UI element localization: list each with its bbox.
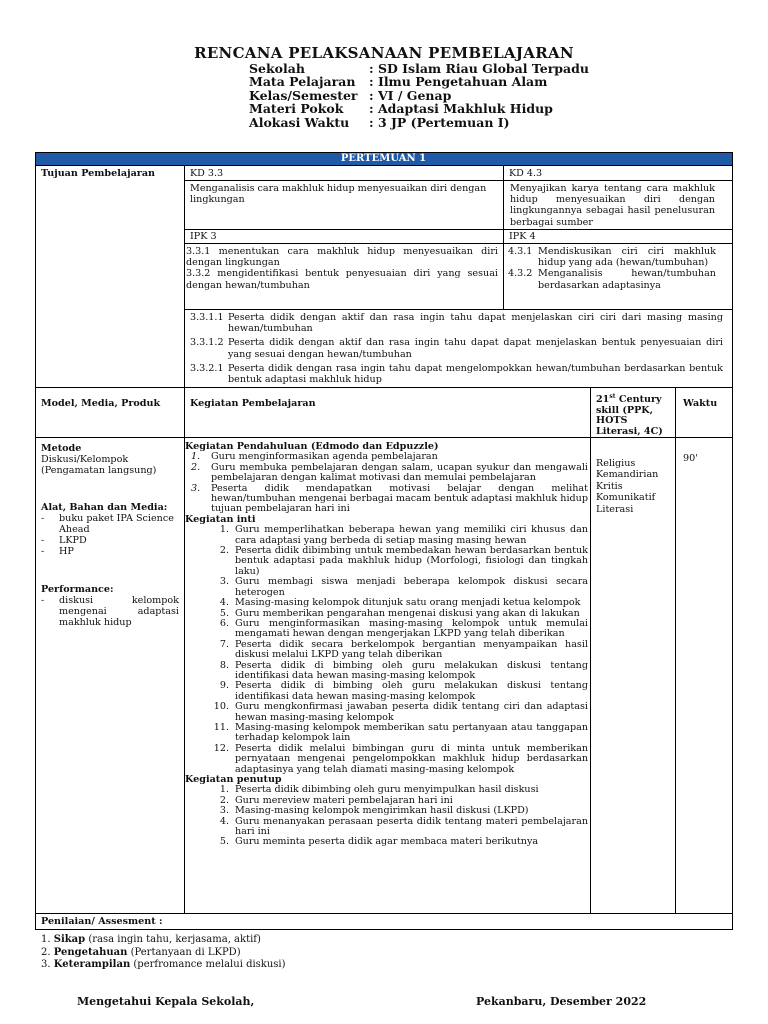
activity-text: Peserta didik dibimbing untuk membedakan hewan berdasarkan bentuk bentuk adaptasi pada makhluk hidup (Morfologi, fisiologi dan tingkah laku) xyxy=(235,545,588,577)
penutup-item: 2. Guru mereview materi pembelajaran hari ini xyxy=(185,796,588,806)
document-title: RENCANA PELAKSANAAN PEMBELAJARAN xyxy=(194,44,574,62)
pendahuluan-item: 3. Peserta didik mendapatkan motivasi belajar dengan melihat hewan/tumbuhan mengenai berbagai macam bentuk adaptasi makhluk hidup tujuan pembelajaran hari ini xyxy=(191,482,588,515)
inti-item: 8. Peserta didik di bimbing oleh guru melakukan diskusi tentang identifikasi data hewan masing-masing kelompok xyxy=(219,659,588,681)
inti-item: 9. Peserta didik di bimbing oleh guru melakukan diskusi tentang identifikasi data hewan masing-masing kelompok xyxy=(219,680,588,702)
kd-right-code: KD 4.3 xyxy=(509,168,543,179)
identity-row xyxy=(249,116,589,129)
objective-item xyxy=(190,363,723,385)
objective-number: 3.3.1.2 xyxy=(190,337,224,349)
metode-line: (Pengamatan langsung) xyxy=(41,465,157,477)
row-divider xyxy=(35,913,733,914)
activity-text: Masing-masing kelompok ditunjuk satu orang menjadi ketua kelompok xyxy=(235,597,581,609)
activity-text: Guru menginformasikan masing-masing kelompok untuk memulai mengamati hewan dengan mengerjakan LKPD yang telah diberikan xyxy=(235,617,588,640)
pendahuluan-item: 1. Guru menginformasikan agenda pembelajaran xyxy=(185,452,588,462)
assessment-number: 1. xyxy=(41,934,51,945)
objective-number: 3.3.2.1 xyxy=(190,362,224,374)
activities-column xyxy=(185,442,588,848)
col-divider xyxy=(675,387,676,913)
inti-item: 7. Peserta didik secara berkelompok bergantian menyampaikan hasil diskusi melalui LKPD yang telah diberikan xyxy=(219,638,588,661)
footer-right: Pekanbaru, Desember 2022 xyxy=(476,995,647,1008)
objective-number: 3.3.1.1 xyxy=(190,312,224,323)
objective-text: Peserta didik dengan rasa ingin tahu dapat mengelompokkan hewan/tumbuhan berdasarkan bentuk bentuk adaptasi makhluk hidup xyxy=(228,362,723,386)
identity-row xyxy=(249,75,589,88)
alat-label: Alat, Bahan dan Media: xyxy=(41,501,168,513)
ipk-item xyxy=(508,246,716,268)
assessment-list xyxy=(41,934,286,972)
assessment-item xyxy=(41,959,286,972)
row-divider xyxy=(184,243,733,244)
row-divider xyxy=(184,180,733,181)
assessment-label: Keterampilan xyxy=(53,959,131,970)
objectives-list xyxy=(190,312,723,385)
alat-item-text: buku paket IPA Science Ahead xyxy=(59,512,174,536)
pendahuluan-item: 2. Guru membuka pembelajaran dengan salam, ucapan syukur dan mengawali pembelajaran dengan kalimat motivasi dan memulai pembelajaran xyxy=(191,461,588,484)
row-divider xyxy=(35,387,733,388)
ipk-left-code: IPK 3 xyxy=(190,231,217,242)
penutup-item: 5. Guru meminta peserta didik agar membaca materi berikutnya xyxy=(185,837,588,847)
activity-text: Guru membagi siswa menjadi beberapa kelompok diskusi secara heterogen xyxy=(235,576,588,598)
alat-item-text: HP xyxy=(59,546,74,558)
table-border-right xyxy=(732,152,733,930)
activity-text: Peserta didik dibimbing oleh guru menyimpulkan hasil diskusi xyxy=(235,784,539,796)
identity-label: Mata Pelajaran xyxy=(249,74,356,90)
assessment-label: Pengetahuan xyxy=(53,946,128,958)
col-divider xyxy=(503,165,504,310)
assessment-item xyxy=(41,947,286,960)
performance-item: - diskusi kelompok mengenai adaptasi makhluk hidup xyxy=(41,594,179,629)
ipk-item-text: Mendiskusikan ciri ciri makhluk hidup yang ada (hewan/tumbuhan) xyxy=(538,246,716,269)
assessment-detail: (perfromance melalui diskusi) xyxy=(133,959,286,970)
identity-block xyxy=(249,62,589,129)
tujuan-label: Tujuan Pembelajaran xyxy=(41,168,156,179)
activity-text: Peserta didik secara berkelompok bergantian menyampaikan hasil diskusi melalui LKPD yang telah diberikan xyxy=(235,638,588,661)
identity-value: : Adaptasi Makhluk Hidup xyxy=(369,101,553,117)
activity-text: Guru menginformasikan agenda pembelajaran xyxy=(211,451,438,463)
assessment-detail: (Pertanyaan di LKPD) xyxy=(130,946,241,958)
inti-item: 11. Masing-masing kelompok memberikan satu pertanyaan atau tanggapan terhadap kelompok lain xyxy=(213,721,588,744)
kd-left-text: Menganalisis cara makhluk hidup menyesuaikan diri dengan lingkungan xyxy=(190,183,487,206)
inti-item: 5. Guru memberikan pengarahan mengenai diskusi yang akan di lakukan xyxy=(185,609,588,619)
alat-item: - HP xyxy=(41,546,179,557)
assessment-label: Sikap xyxy=(53,934,86,945)
penutup-item: 1. Peserta didik dibimbing oleh guru menyimpulkan hasil diskusi xyxy=(185,785,588,795)
left-column xyxy=(41,443,179,628)
identity-value: : Ilmu Pengetahuan Alam xyxy=(369,74,548,90)
performance-item-text: diskusi kelompok mengenai adaptasi makhluk hidup xyxy=(59,594,179,629)
alat-item: - buku paket IPA Science Ahead xyxy=(41,513,179,535)
skill-item: Kritis xyxy=(596,480,623,492)
skill-header-line2: skill (PPK, xyxy=(596,404,653,416)
identity-label: Materi Pokok xyxy=(249,101,344,117)
penutup-item: 4. Guru menanyakan perasaan peserta didik tentang materi pembelajaran hari ini xyxy=(219,815,588,838)
skill-header-line3: HOTS xyxy=(596,415,628,427)
metode-label: Metode xyxy=(41,443,82,454)
activity-text: Peserta didik mendapatkan motivasi belajar dengan melihat hewan/tumbuhan mengenai berbagai macam bentuk adaptasi makhluk hidup tujuan pembelajaran hari ini xyxy=(211,482,588,515)
ipk-item-number: 4.3.1 xyxy=(508,246,533,257)
inti-title: Kegiatan inti xyxy=(185,513,256,525)
activity-text: Guru meminta peserta didik agar membaca materi berikutnya xyxy=(235,836,539,848)
inti-item: 6. Guru menginformasikan masing-masing kelompok untuk memulai mengamati hewan dengan mengerjakan LKPD yang telah diberikan xyxy=(219,617,588,640)
identity-value: : VI / Genap xyxy=(369,87,452,103)
header-waktu: Waktu xyxy=(683,398,718,409)
alat-item-text: LKPD xyxy=(59,535,87,547)
ipk-right-list xyxy=(508,246,716,291)
skills-column xyxy=(596,458,672,515)
identity-row xyxy=(249,62,589,75)
objective-text: Peserta didik dengan aktif dan rasa ingin tahu dapat menjelaskan ciri ciri dari masing masing hewan/tumbuhan xyxy=(228,312,723,335)
identity-label: Sekolah xyxy=(249,61,305,76)
ipk-item xyxy=(508,268,716,290)
activity-text: Peserta didik di bimbing oleh guru melakukan diskusi tentang identifikasi data hewan masing-masing kelompok xyxy=(235,659,588,681)
identity-label: Alokasi Waktu xyxy=(249,114,350,130)
penutup-title: Kegiatan penutup xyxy=(185,774,282,785)
objective-item xyxy=(190,312,723,334)
activity-text: Guru membuka pembelajaran dengan salam, ucapan syukur dan mengawali pembelajaran dengan kalimat motivasi dan memulai pembelajaran xyxy=(211,461,588,484)
activity-text: Guru memperlihatkan beberapa hewan yang memiliki ciri khusus dan cara adaptasi yang berbeda di setiap masing masing hewan xyxy=(235,524,588,546)
activity-text: Peserta didik di bimbing oleh guru melakukan diskusi tentang identifikasi data hewan masing-masing kelompok xyxy=(235,680,588,702)
row-divider xyxy=(35,165,733,166)
skill-header-line4: Literasi, 4C) xyxy=(596,425,663,437)
activity-text: Guru mengkonfirmasi jawaban peserta didik tentang ciri dan adaptasi hewan masing-masing kelompok xyxy=(235,701,588,723)
table-border-top xyxy=(35,152,733,153)
inti-item: 12. Peserta didik melalui bimbingan guru di minta untuk memberikan pernyataan mengenai pengelompokkan makhluk hidup berdasarkan adaptasinya yang telah diamati masing-masing kelompok xyxy=(213,742,588,775)
identity-value: : SD Islam Riau Global Terpadu xyxy=(369,61,589,76)
inti-item: 10. Guru mengkonfirmasi jawaban peserta didik tentang ciri dan adaptasi hewan masing-masing kelompok xyxy=(213,701,588,723)
inti-item: 4. Masing-masing kelompok ditunjuk satu orang menjadi ketua kelompok xyxy=(185,598,588,608)
ipk-right-code: IPK 4 xyxy=(509,231,536,242)
inti-item: 3. Guru membagi siswa menjadi beberapa kelompok diskusi secara heterogen xyxy=(219,576,588,598)
waktu-value: 90' xyxy=(683,453,698,464)
inti-item: 2. Peserta didik dibimbing untuk membedakan hewan berdasarkan bentuk bentuk adaptasi pada makhluk hidup (Morfologi, fisiologi dan tingkah laku) xyxy=(219,545,588,577)
ipk-item-number: 4.3.2 xyxy=(508,268,533,280)
skill-item: Komunikatif xyxy=(596,492,656,504)
ipk-item: 3.3.1 menentukan cara makhluk hidup menyesuaikan diri dengan lingkungan xyxy=(186,246,498,269)
header-21st-century-skill xyxy=(596,392,674,437)
table-border-bottom xyxy=(35,929,733,930)
skill-header-sup: st xyxy=(609,393,616,400)
activity-text: Guru mereview materi pembelajaran hari ini xyxy=(235,794,453,806)
activity-text: Masing-masing kelompok memberikan satu pertanyaan atau tanggapan terhadap kelompok lain xyxy=(235,721,588,744)
assessment-item xyxy=(41,934,286,947)
identity-row xyxy=(249,89,589,102)
ipk-left-list xyxy=(186,246,498,291)
assessment-title: Penilaian/ Assesment : xyxy=(41,916,163,927)
row-divider xyxy=(184,309,733,310)
skill-item: Religius xyxy=(596,458,636,469)
identity-label: Kelas/Semester xyxy=(249,87,358,103)
identity-row xyxy=(249,102,589,115)
pendahuluan-title: Kegiatan Pendahuluan (Edmodo dan Edpuzzle) xyxy=(185,441,439,452)
kd-right-text: Menyajikan karya tentang cara makhluk hidup menyesuaikan diri dengan lingkungannya sebagai hasil penelusuran berbagai sumber xyxy=(510,183,715,228)
skill-item: Literasi xyxy=(596,503,634,515)
table-border-left xyxy=(35,152,36,930)
metode-line: Diskusi/Kelompok xyxy=(41,454,129,466)
assessment-number: 3. xyxy=(41,959,51,970)
assessment-detail: (rasa ingin tahu, kerjasama, aktif) xyxy=(88,934,261,945)
activity-text: Peserta didik melalui bimbingan guru di minta untuk memberikan pernyataan mengenai pengelompokkan makhluk hidup berdasarkan adaptasinya yang telah diamati masing-masing kelompok xyxy=(235,742,588,775)
footer-left: Mengetahui Kepala Sekolah, xyxy=(77,995,255,1008)
inti-item: 1. Guru memperlihatkan beberapa hewan yang memiliki ciri khusus dan cara adaptasi yang berbeda di setiap masing masing hewan xyxy=(219,524,588,546)
ipk-item-text: Menganalisis hewan/tumbuhan berdasarkan adaptasinya xyxy=(538,268,716,291)
kd-left-code: KD 3.3 xyxy=(190,168,224,179)
assessment-number: 2. xyxy=(41,946,51,958)
objective-text: Peserta didik dengan aktif dan rasa ingin tahu dapat dapat menjelaskan bentuk penyesuaian diri yang sesuai dengan hewan/tumbuhan xyxy=(228,337,723,360)
objective-item xyxy=(190,337,723,359)
header-model-media: Model, Media, Produk xyxy=(41,398,161,409)
identity-value: : 3 JP (Pertemuan I) xyxy=(369,114,510,130)
activity-text: Guru menanyakan perasaan peserta didik tentang materi pembelajaran hari ini xyxy=(235,815,588,838)
skill-header-prefix: 21 xyxy=(596,394,610,406)
col-divider xyxy=(590,387,591,913)
skill-header-line1: Century xyxy=(615,394,662,406)
activity-text: Guru memberikan pengarahan mengenai diskusi yang akan di lakukan xyxy=(235,607,580,619)
ipk-item: 3.3.2 mengidentifikasi bentuk penyesuaian diri yang sesuai dengan hewan/tumbuhan xyxy=(186,268,498,291)
activity-text: Masing-masing kelompok mengirimkan hasil diskusi (LKPD) xyxy=(235,805,529,817)
header-kegiatan: Kegiatan Pembelajaran xyxy=(190,398,316,409)
skill-item: Kemandirian xyxy=(596,469,659,481)
performance-label: Performance: xyxy=(41,583,114,595)
row-divider xyxy=(184,229,733,230)
penutup-item: 3. Masing-masing kelompok mengirimkan hasil diskusi (LKPD) xyxy=(185,806,588,816)
meeting-bar: PERTEMUAN 1 xyxy=(35,152,732,165)
alat-item: - LKPD xyxy=(41,535,179,546)
